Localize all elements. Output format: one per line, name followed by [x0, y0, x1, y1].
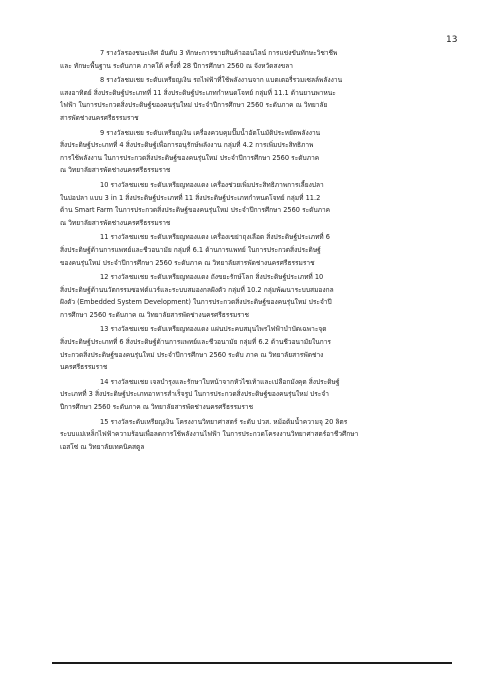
text-line: ณ วิทยาลัยสารพัดช่างนครศรีธรรมราช [60, 166, 171, 175]
text-line: 14 รางวัลชมเชย เจลบำรุงและรักษาใบหน้าจากหัวไชเท้าและเปลือกมังคุด สิ่งประดิษฐ์ [100, 377, 340, 386]
text-line: ไฟฟ้า ในการประกวดสิ่งประดิษฐ์ของคนรุ่นใหม่ ประจำปีการศึกษา 2560 ระดับภาค ณ วิทยาลัย [60, 101, 328, 110]
award-item-13 [60, 323, 443, 373]
text-line: สิ่งประดิษฐ์ประเภทที่ 4 สิ่งประดิษฐ์เพื่อการอนุรักษ์พลังงาน กลุ่มที่ 4.2 การเพิ่มประสิทธิภาพ [60, 141, 314, 150]
award-item-7 [60, 47, 443, 72]
text-line: ฝังตัว (Embedded System Development) ในการประกวดสิ่งประดิษฐ์ของคนรุ่นใหม่ ประจำปี [60, 298, 332, 307]
text-line: 9 รางวัลชมเชย ระดับเหรียญเงิน เครื่องควบคุมปั๊มน้ำอัตโนมัติประหยัดพลังงาน [100, 128, 321, 137]
text-line: 7 รางวัลรองชนะเลิศ อันดับ 3 ทักษะการขายสินค้าออนไลน์ การแข่งขันทักษะวิชาชีพ [100, 49, 338, 57]
text-line: 8 รางวัลชมเชย ระดับเหรียญเงิน รถไฟฟ้าที่ใช้พลังงานจาก แบตเตอรี่รวมเซลล์พลังงาน [100, 76, 343, 85]
text-line: ในบ่อปลา แบบ 3 in 1 สิ่งประดิษฐ์ประเภทที่ 11 สิ่งประดิษฐ์ประเภทกำหนดโจทย์ กลุ่มที่ 11.2 [60, 193, 321, 202]
text-line: สิ่งประดิษฐ์ประเภทที่ 6 สิ่งประดิษฐ์ด้านการแพทย์และชีวอนามัย กลุ่มที่ 6.2 ด้านชีวอนามัยในการ [60, 338, 331, 347]
text-line: 12 รางวัลชมเชย ระดับเหรียญทองแดง ถังขยะรักษ์โลก สิ่งประดิษฐ์ประเภทที่ 10 [100, 273, 324, 282]
text-line: 11 รางวัลชมเชย ระดับเหรียญทองแดง เครื่องเขย่าถุงเลือด สิ่งประดิษฐ์ประเภทที่ 6 [100, 233, 330, 242]
award-item-15 [60, 416, 443, 454]
text-line: ประกวดสิ่งประดิษฐ์ของคนรุ่นใหม่ ประจำปีการศึกษา 2560 ระดับ ภาค ณ วิทยาลัยสารพัดช่าง [60, 350, 324, 359]
text-line: นครศรีธรรมราช [60, 363, 108, 372]
text-line: ระบบแม่เหล็กไฟฟ้าความร้อนเพื่อลดการใช้พลังงานไฟฟ้า ในการประกวดโครงงานวิทยาศาสตร์อาชีวศึกษา [60, 430, 359, 439]
document-body [60, 47, 443, 455]
text-line: เอสโซ่ ณ วิทยาลัยเทคนิคสตูล [60, 442, 145, 451]
text-line: สารพัดช่างนครศรีธรรมราช [60, 113, 139, 122]
text-line: และ ทักษะพื้นฐาน ระดับภาค ภาคใต้ ครั้งที่ 28 ปีการศึกษา 2560 ณ จังหวัดสงขลา [60, 61, 293, 70]
text-line: ณ วิทยาลัยสารพัดช่างนครศรีธรรมราช [60, 218, 171, 227]
award-item-9 [60, 127, 443, 177]
text-line: ของคนรุ่นใหม่ ประจำปีการศึกษา 2560 ระดับภาค ณ วิทยาลัยสารพัดช่างนครศรีธรรมราช [60, 258, 315, 267]
award-item-10 [60, 179, 443, 229]
award-item-8 [60, 74, 443, 124]
text-line: ปีการศึกษา 2560 ระดับภาค ณ วิทยาลัยสารพัดช่างนครศรีธรรมราช [60, 403, 254, 412]
text-line: 10 รางวัลชมเชย ระดับเหรียญทองแดง เครื่องช่วยเพิ่มประสิทธิภาพการเลี้ยงปลา [100, 180, 324, 189]
bottom-rule [52, 662, 452, 664]
award-item-11 [60, 231, 443, 269]
text-line: ด้าน Smart Farm ในการประกวดสิ่งประดิษฐ์ของคนรุ่นใหม่ ประจำปีการศึกษา 2560 ระดับภาค [60, 206, 331, 215]
text-line: ประเภทที่ 3 สิ่งประดิษฐ์ประเภทอาหารสำเร็จรูป ในการประกวดสิ่งประดิษฐ์ของคนรุ่นใหม่ ประจำ [60, 390, 329, 399]
page-number: 13 [446, 35, 458, 45]
award-item-12 [60, 271, 443, 321]
text-line: การศึกษา 2560 ระดับภาค ณ วิทยาลัยสารพัดช่างนครศรีธรรมราช [60, 310, 249, 319]
text-line: สิ่งประดิษฐ์ด้านนวัตกรรมซอฟต์แวร์และระบบสมองกลฝังตัว กลุ่มที่ 10.2 กลุ่มพัฒนาระบบสมองกล [60, 285, 334, 294]
text-line: 15 รางวัลระดับเหรียญเงิน โครงงานวิทยาศาสตร์ ระดับ ปวส. หม้อต้มน้ำความจุ 20 ลิตร [100, 417, 348, 426]
text-line: 13 รางวัลชมเชย ระดับเหรียญทองแดง แผ่นประคบสมุนไพรไฟฟ้าบำบัดเฉพาะจุด [100, 325, 327, 334]
text-line: แสงอาทิตย์ สิ่งประดิษฐ์ประเภทที่ 11 สิ่งประดิษฐ์ประเภทกำหนดโจทย์ กลุ่มที่ 11.1 ด้านยานพาหนะ [60, 88, 336, 97]
text-line: สิ่งประดิษฐ์ด้านการแพทย์และชีวอนามัย กลุ่มที่ 6.1 ด้านการแพทย์ ในการประกวดสิ่งประดิษฐ์ [60, 245, 321, 254]
award-item-14 [60, 376, 443, 414]
text-line: การใช้พลังงาน ในการประกวดสิ่งประดิษฐ์ของคนรุ่นใหม่ ประจำปีการศึกษา 2560 ระดับภาค [60, 153, 320, 162]
